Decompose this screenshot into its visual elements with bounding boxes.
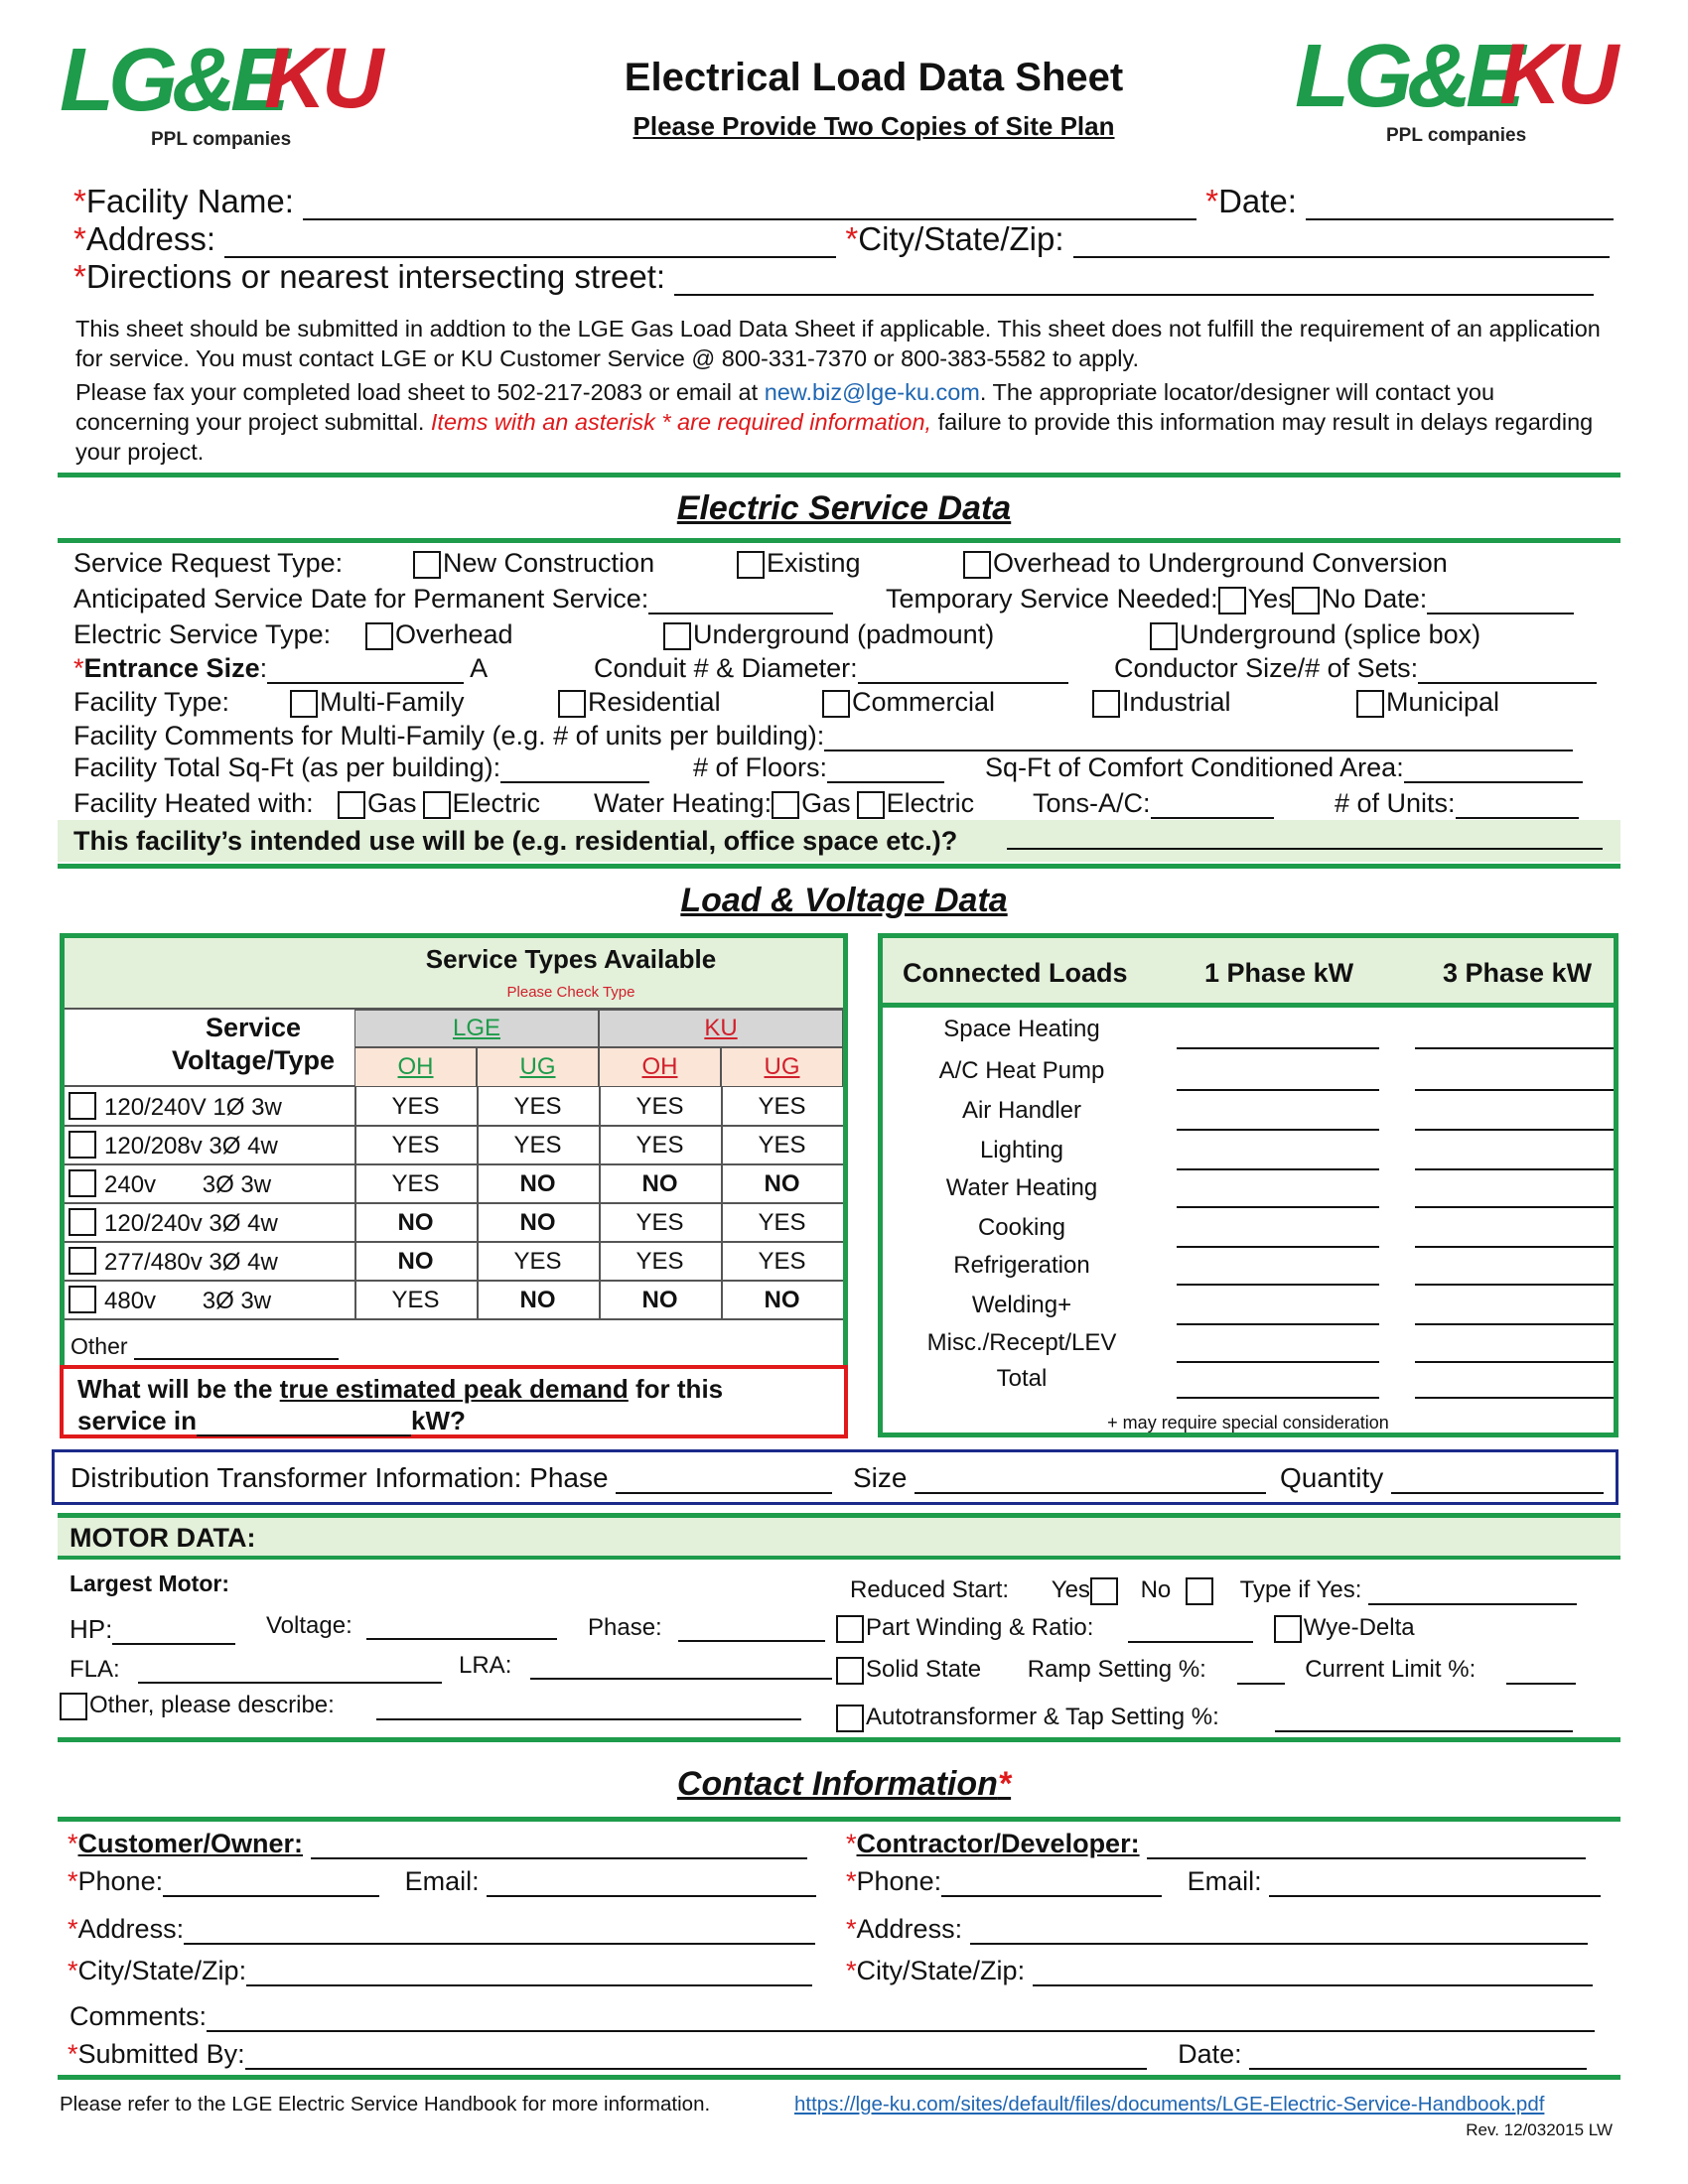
conductor-field[interactable] [1418, 660, 1597, 684]
new-construction-checkbox[interactable] [413, 551, 441, 579]
oh-ug-conversion-checkbox[interactable] [963, 551, 991, 579]
one-phase-kw-field[interactable] [1177, 1145, 1379, 1170]
customer-phone-field[interactable] [163, 1873, 379, 1897]
multi-family-comments-field[interactable] [824, 728, 1573, 751]
connected-load-label: A/C Heat Pump [938, 1057, 1105, 1084]
divider [58, 864, 1620, 869]
connected-load-label: Water Heating [945, 1174, 1098, 1201]
availability-cell: YES [391, 1093, 440, 1120]
availability-cell: YES [513, 1248, 562, 1275]
ug-padmount-checkbox[interactable] [663, 622, 691, 650]
intended-use-bar: This facility’s intended use will be (e.g. residential, office space etc.)? [58, 820, 1620, 862]
contact-title: Contact Information* [676, 1765, 1012, 1803]
customer-field[interactable] [311, 1836, 807, 1859]
overhead-checkbox[interactable] [365, 622, 393, 650]
availability-cell: YES [391, 1170, 440, 1197]
one-phase-header: 1 Phase kW [1204, 958, 1354, 988]
connected-load-label: Cooking [977, 1214, 1066, 1241]
water-gas-checkbox[interactable] [772, 791, 799, 819]
other-motor-checkbox[interactable] [60, 1693, 87, 1720]
submitted-by-field[interactable] [245, 2046, 1147, 2070]
city-label: City/State/Zip: [858, 220, 1064, 257]
lra-field[interactable] [530, 1656, 832, 1680]
request-type-row: Service Request Type: New Construction Existing Overhead to Underground Conversion [73, 548, 1448, 578]
divider [58, 1737, 1620, 1742]
ppl-text: PPL companies [151, 129, 292, 150]
facility-name-row: *Facility Name: *Date: [73, 183, 1614, 220]
largest-motor-label: Largest Motor: [70, 1570, 229, 1596]
part-winding-checkbox[interactable] [836, 1615, 864, 1643]
connected-load-label: Misc./Recept/LEV [926, 1329, 1117, 1356]
voltage-type-checkbox[interactable] [69, 1131, 96, 1159]
current-limit-field[interactable] [1506, 1661, 1576, 1685]
transformer-phase-field[interactable] [616, 1470, 832, 1494]
lge-oh-header: OH [354, 1047, 477, 1087]
voltage-type-label: 120/208v 3Ø 4w [104, 1133, 278, 1160]
availability-cell: YES [758, 1093, 806, 1120]
intro-paragraph-1: This sheet should be submitted in addtion to the LGE Gas Load Data Sheet if applicable. This sheet does not fulfill the requirement of an application for service. You must contact LGE or KU Customer Service @ 800-331-7370 or 800-383-5582 to apply. [75, 316, 1601, 371]
availability-cell: YES [635, 1248, 684, 1275]
one-phase-kw-field[interactable] [1177, 1024, 1379, 1049]
connected-load-label: Air Handler [961, 1097, 1082, 1124]
three-phase-kw-field[interactable] [1415, 1105, 1614, 1131]
ppl-text-right: PPL companies [1386, 125, 1527, 146]
three-phase-kw-field[interactable] [1415, 1065, 1614, 1091]
availability-cell: YES [635, 1132, 684, 1159]
one-phase-kw-field[interactable] [1177, 1222, 1379, 1248]
service-voltage-type-header: Service Voltage/Type [171, 1013, 336, 1075]
contractor-address-field[interactable] [970, 1921, 1588, 1945]
service-types-title: Service Types Available [425, 944, 717, 974]
availability-cell: YES [513, 1093, 562, 1120]
availability-cell: YES [513, 1132, 562, 1159]
connected-load-label: Lighting [979, 1137, 1064, 1163]
solid-state-row: Solid State Ramp Setting %: Current Limit %: [836, 1656, 1576, 1685]
heat-gas-checkbox[interactable] [338, 791, 365, 819]
three-phase-kw-field[interactable] [1415, 1337, 1614, 1363]
phase-row: Phase: [588, 1614, 825, 1642]
water-electric-checkbox[interactable] [857, 791, 885, 819]
voltage-type-label: 240v 3Ø 3w [104, 1171, 272, 1198]
autotransformer-checkbox[interactable] [836, 1705, 864, 1732]
voltage-type-checkbox[interactable] [69, 1247, 96, 1275]
availability-cell: YES [635, 1093, 684, 1120]
connected-load-label: Total [996, 1365, 1048, 1392]
please-check-type: Please Check Type [506, 984, 635, 1001]
ramp-setting-field[interactable] [1237, 1661, 1285, 1685]
sqft-row: Facility Total Sq-Ft (as per building): # of Floors: Sq-Ft of Comfort Conditioned Area: [73, 752, 1615, 783]
contractor-city-field[interactable] [1033, 1963, 1593, 1986]
units-field[interactable] [1456, 795, 1579, 819]
intended-use-field[interactable] [1007, 826, 1603, 850]
industrial-checkbox[interactable] [1092, 690, 1120, 718]
comments-field[interactable] [207, 2008, 1595, 2032]
lge-header: LGE [354, 1010, 599, 1047]
ku-ug-header: UG [721, 1047, 843, 1087]
comfort-area-field[interactable] [1404, 759, 1583, 783]
connected-load-label: Welding+ [971, 1292, 1072, 1318]
connected-loads-box [878, 933, 1618, 1437]
date-label: Date: [1218, 183, 1297, 219]
transformer-quantity-field[interactable] [1391, 1470, 1604, 1494]
solid-state-checkbox[interactable] [836, 1657, 864, 1685]
availability-cell: NO [641, 1170, 678, 1197]
ku-logo: KU [264, 31, 380, 126]
part-winding-field[interactable] [1128, 1619, 1253, 1643]
voltage-type-checkbox[interactable] [69, 1169, 96, 1197]
voltage-type-label: 120/240v 3Ø 4w [104, 1210, 278, 1237]
customer-address-row: *Address: [68, 1914, 815, 1945]
connected-load-label: Space Heating [943, 1016, 1100, 1042]
ug-splice-checkbox[interactable] [1150, 622, 1178, 650]
facility-type-row: Facility Type: Multi-Family Residential Commercial Industrial Municipal [73, 687, 1500, 717]
commercial-checkbox[interactable] [822, 690, 850, 718]
directions-label: Directions or nearest intersecting street: [85, 258, 666, 295]
voltage-type-checkbox[interactable] [69, 1092, 96, 1120]
customer-city-field[interactable] [246, 1963, 812, 1986]
temporary-no-checkbox[interactable] [1292, 587, 1320, 614]
comments-row: Comments: [70, 2001, 1595, 2032]
revision-text: Rev. 12/032015 LW [1466, 2120, 1613, 2139]
motor-data-title: MOTOR DATA: [70, 1523, 256, 1553]
total-sqft-field[interactable] [500, 759, 649, 783]
one-phase-kw-field[interactable] [1177, 1260, 1379, 1286]
ku-logo-right: KU [1499, 27, 1616, 122]
transformer-box: Distribution Transformer Information: Phase Size Quantity [52, 1449, 1618, 1505]
one-phase-kw-field[interactable] [1177, 1337, 1379, 1363]
submitted-date-field[interactable] [1249, 2046, 1587, 2070]
ku-header: KU [599, 1010, 843, 1047]
fla-row: FLA: [70, 1656, 442, 1684]
availability-cell: YES [391, 1132, 440, 1159]
voltage-row: Voltage: [266, 1612, 557, 1640]
customer-row: *Customer/Owner: [68, 1829, 807, 1859]
autotransformer-row: Autotransformer & Tap Setting %: [836, 1704, 1573, 1732]
divider [58, 538, 1620, 543]
voltage-type-label: 120/240V 1Ø 3w [104, 1094, 282, 1121]
municipal-checkbox[interactable] [1356, 690, 1384, 718]
availability-cell: NO [519, 1170, 556, 1197]
motor-phase-field[interactable] [678, 1618, 825, 1642]
directions-field[interactable] [674, 272, 1594, 296]
type-if-yes-field[interactable] [1368, 1581, 1577, 1605]
voltage-type-checkbox[interactable] [69, 1208, 96, 1236]
one-phase-kw-field[interactable] [1177, 1182, 1379, 1208]
entrance-row: *Entrance Size: A Conduit # & Diameter: Conductor Size/# of Sets: [73, 653, 1615, 684]
availability-cell: YES [635, 1209, 684, 1236]
other-motor-field[interactable] [376, 1697, 801, 1720]
address-field[interactable] [224, 234, 836, 258]
electric-service-title: Electric Service Data [676, 489, 1012, 527]
contractor-email-field[interactable] [1269, 1873, 1601, 1897]
connected-loads-header: Connected Loads [903, 958, 1128, 988]
conduit-field[interactable] [858, 660, 1068, 684]
temporary-date-field[interactable] [1427, 591, 1574, 614]
three-phase-kw-field[interactable] [1415, 1299, 1614, 1325]
anticipated-row: Anticipated Service Date for Permanent Service: Temporary Service Needed: Yes No Date: [73, 584, 1615, 614]
one-phase-kw-field[interactable] [1177, 1299, 1379, 1325]
one-phase-kw-field[interactable] [1177, 1105, 1379, 1131]
three-phase-kw-field[interactable] [1415, 1373, 1614, 1399]
other-voltage-field[interactable] [134, 1342, 339, 1360]
three-phase-kw-field[interactable] [1415, 1024, 1614, 1049]
lra-row: LRA: [459, 1652, 832, 1680]
hp-field[interactable] [112, 1621, 235, 1645]
availability-cell: NO [397, 1248, 434, 1275]
motor-data-bar [58, 1518, 1620, 1556]
service-types-box [60, 933, 848, 1433]
facility-name-field[interactable] [303, 197, 1196, 220]
availability-cell: NO [764, 1287, 800, 1313]
directions-row: *Directions or nearest intersecting street: [73, 258, 1594, 296]
three-phase-header: 3 Phase kW [1443, 958, 1593, 988]
motor-voltage-field[interactable] [366, 1616, 557, 1640]
contractor-phone-field[interactable] [941, 1873, 1162, 1897]
contractor-city-row: *City/State/Zip: [846, 1956, 1593, 1986]
availability-cell: NO [397, 1209, 434, 1236]
availability-cell: YES [391, 1287, 440, 1313]
city-field[interactable] [1073, 234, 1610, 258]
other-voltage-row: Other [70, 1333, 339, 1360]
autotransformer-field[interactable] [1275, 1708, 1573, 1732]
availability-cell: NO [519, 1209, 556, 1236]
handbook-link[interactable]: https://lge-ku.com/sites/default/files/documents/LGE-Electric-Service-Handbook.pdf [794, 2093, 1545, 2116]
part-winding-row: Part Winding & Ratio: Wye-Delta [836, 1614, 1415, 1643]
date-field[interactable] [1306, 197, 1614, 220]
three-phase-kw-field[interactable] [1415, 1222, 1614, 1248]
fla-field[interactable] [138, 1660, 442, 1684]
three-phase-kw-field[interactable] [1415, 1260, 1614, 1286]
availability-cell: YES [758, 1248, 806, 1275]
availability-cell: YES [758, 1209, 806, 1236]
existing-checkbox[interactable] [737, 551, 765, 579]
availability-cell: NO [764, 1170, 800, 1197]
service-type-row: Electric Service Type: Overhead Underground (padmount) Underground (splice box) [73, 619, 1481, 649]
contractor-field[interactable] [1147, 1836, 1586, 1859]
voltage-type-checkbox[interactable] [69, 1286, 96, 1313]
ku-oh-header: OH [599, 1047, 721, 1087]
divider [58, 1817, 1620, 1822]
three-phase-kw-field[interactable] [1415, 1145, 1614, 1170]
lge-logo: LG&E [60, 31, 285, 130]
one-phase-kw-field[interactable] [1177, 1373, 1379, 1399]
connected-load-label: Refrigeration [953, 1252, 1090, 1279]
address-label: Address: [85, 220, 216, 257]
heat-electric-checkbox[interactable] [423, 791, 451, 819]
divider [58, 473, 1620, 478]
transformer-size-field[interactable] [914, 1470, 1266, 1494]
heating-row: Facility Heated with: Gas Electric Water Heating: Gas Electric Tons-A/C: # of Units: [73, 788, 1615, 819]
footer-refer: Please refer to the LGE Electric Service Handbook for more information. [60, 2093, 711, 2116]
reduced-no-checkbox[interactable] [1186, 1577, 1213, 1605]
three-phase-kw-field[interactable] [1415, 1182, 1614, 1208]
page-title: Electrical Load Data Sheet [624, 56, 1124, 99]
address-row: *Address: *City/State/Zip: [73, 220, 1610, 258]
special-consideration-note: + may require special consideration [1107, 1413, 1389, 1433]
other-motor-row: Other, please describe: [60, 1692, 801, 1720]
lge-logo-right: LG&E [1295, 27, 1520, 126]
temporary-yes-checkbox[interactable] [1218, 587, 1246, 614]
voltage-type-label: 277/480v 3Ø 4w [104, 1249, 278, 1276]
entrance-size-field[interactable] [267, 660, 464, 684]
availability-cell: NO [519, 1287, 556, 1313]
anticipated-date-field[interactable] [648, 591, 833, 614]
customer-city-row: *City/State/Zip: [68, 1956, 812, 1986]
multi-family-comments-row: Facility Comments for Multi-Family (e.g. # of units per building): [73, 721, 1615, 751]
customer-phone-row: *Phone: Email: [68, 1866, 816, 1897]
page-subtitle: Please Provide Two Copies of Site Plan [633, 111, 1115, 141]
availability-cell: YES [758, 1132, 806, 1159]
peak-demand-field[interactable] [197, 1417, 411, 1436]
load-voltage-title: Load & Voltage Data [680, 882, 1008, 919]
divider [58, 2075, 1620, 2080]
peak-demand-box: What will be the true estimated peak demand for this service in kW? [60, 1365, 848, 1438]
hp-row: HP: [70, 1614, 235, 1645]
wye-delta-checkbox[interactable] [1274, 1615, 1302, 1643]
lge-ug-header: UG [477, 1047, 599, 1087]
submitted-row: *Submitted By: Date: [68, 2039, 1587, 2070]
contractor-phone-row: *Phone: Email: [846, 1866, 1601, 1897]
customer-address-field[interactable] [184, 1921, 815, 1945]
tons-ac-field[interactable] [1151, 795, 1274, 819]
contractor-address-row: *Address: [846, 1914, 1588, 1945]
availability-cell: NO [641, 1287, 678, 1313]
intro-paragraph-2: Please fax your completed load sheet to 502-217-2083 or email at new.biz@lge-ku.com. The appropriate locator/designer will contact you concerning your project submittal. Items with an asterisk * are required information, failure to provide this information may result in delays regarding your project. [75, 379, 1594, 465]
email-link[interactable]: new.biz@lge-ku.com [764, 379, 980, 405]
voltage-type-label: 480v 3Ø 3w [104, 1288, 272, 1314]
customer-email-field[interactable] [487, 1873, 816, 1897]
reduced-start-row: Reduced Start: Yes No Type if Yes: [850, 1576, 1577, 1605]
reduced-yes-checkbox[interactable] [1090, 1577, 1118, 1605]
floors-field[interactable] [827, 759, 944, 783]
one-phase-kw-field[interactable] [1177, 1065, 1379, 1091]
facility-name-label: Facility Name: [85, 183, 294, 219]
residential-checkbox[interactable] [558, 690, 586, 718]
contractor-row: *Contractor/Developer: [846, 1829, 1586, 1859]
multi-family-checkbox[interactable] [290, 690, 318, 718]
